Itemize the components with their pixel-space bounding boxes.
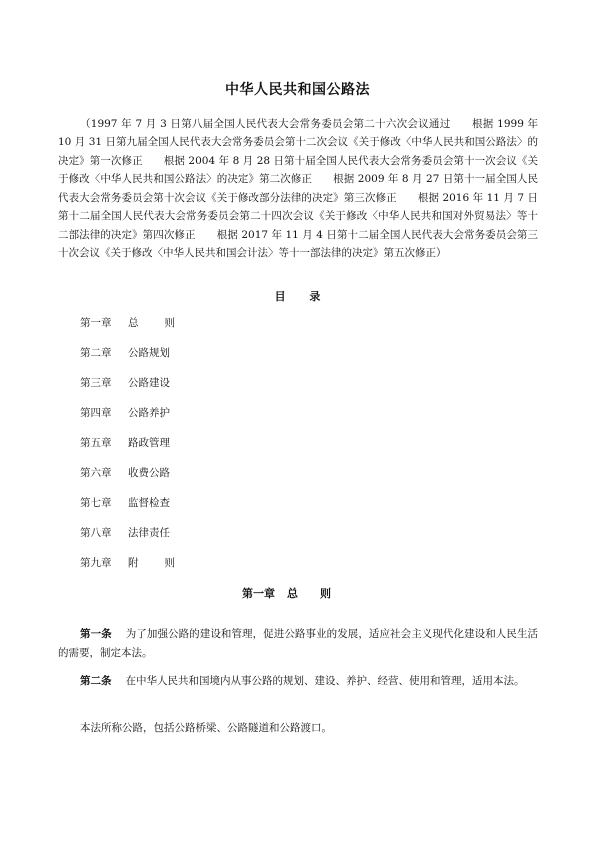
toc-chapter-number: 第七章 [80,497,112,509]
chapter-heading [0,585,595,601]
toc-chapter-name: 路政管理 [128,437,170,449]
toc-item[interactable] [80,551,380,581]
article-label: 第一条 [80,627,112,640]
toc-item[interactable] [80,431,380,461]
toc-chapter-number: 第八章 [80,527,112,539]
toc-item[interactable] [80,341,380,371]
chapter-number: 第一章 [242,587,275,600]
article-paragraph [58,625,538,663]
document-title: 中华人民共和国公路法 [225,82,370,98]
toc-heading [0,288,595,304]
amendment-history: （1997 年 7 月 3 日第八届全国人民代表大会常务委员会第二十六次会议通过 根据 1999 年 10 月 31 日第九届全国人民代表大会常务委员会第十二次会议《关于修改〈中华人民共和国公路法〉的决定》第一次修正 根据 2004 年 8 月 28 日第十届全国人民代表大会常务委员会第十一次会议《关于修改〈中华人民共和国公路法〉的决定》第二次修正 根据 2009 年 8 月 27 日第十一届全国人民代表大会常务委员会第十次会议《关于修改部分法律的决定》第三次修正 根据 2016 年 11 月 7 日第十二届全国人民代表大会常务委员会第二十四次会议《关于修改〈中华人民共和国对外贸易法〉等十二部法律的决定》第四次修正 根据 2017 年 11 月 4 日第十二届全国人民代表大会常务委员会第三十次会议《关于修改〈中华人民共和国会计法〉等十一部法律的决定》第五次修正） [58,117,538,259]
article-text: 本法所称公路，包括公路桥梁、公路隧道和公路渡口。 [80,721,332,734]
toc-chapter-number: 第九章 [80,557,112,569]
chapter-title: 总则 [287,587,353,600]
article-text: 为了加强公路的建设和管理，促进公路事业的发展，适应社会主义现代化建设和人民生活的需要，制定本法。 [58,627,539,659]
toc-chapter-number: 第四章 [80,407,112,419]
toc-heading-char-1: 目 [274,290,286,303]
toc-item[interactable] [80,491,380,521]
toc-item[interactable] [80,461,380,491]
toc-item[interactable] [80,401,380,431]
toc-item[interactable] [80,371,380,401]
toc-chapter-name: 总则 [128,317,201,329]
toc-chapter-number: 第六章 [80,467,112,479]
toc-heading-char-2: 录 [309,290,321,303]
article-paragraph [58,719,538,738]
toc-chapter-number: 第三章 [80,377,112,389]
toc-item[interactable] [80,311,380,341]
toc-item[interactable] [80,521,380,551]
toc-chapter-name: 公路规划 [128,347,170,359]
toc-chapter-name: 收费公路 [128,467,170,479]
toc-chapter-name: 公路建设 [128,377,170,389]
toc-chapter-name: 公路养护 [128,407,170,419]
toc-chapter-number: 第二章 [80,347,112,359]
table-of-contents [80,311,380,581]
toc-chapter-number: 第一章 [80,317,112,329]
toc-chapter-name: 附则 [128,557,201,569]
toc-chapter-name: 法律责任 [128,527,170,539]
toc-chapter-number: 第五章 [80,437,112,449]
article-label: 第二条 [80,674,112,687]
toc-chapter-name: 监督检查 [128,497,170,509]
article-paragraph [58,672,538,691]
article-text: 在中华人民共和国境内从事公路的规划、建设、养护、经营、使用和管理，适用本法。 [125,674,525,687]
